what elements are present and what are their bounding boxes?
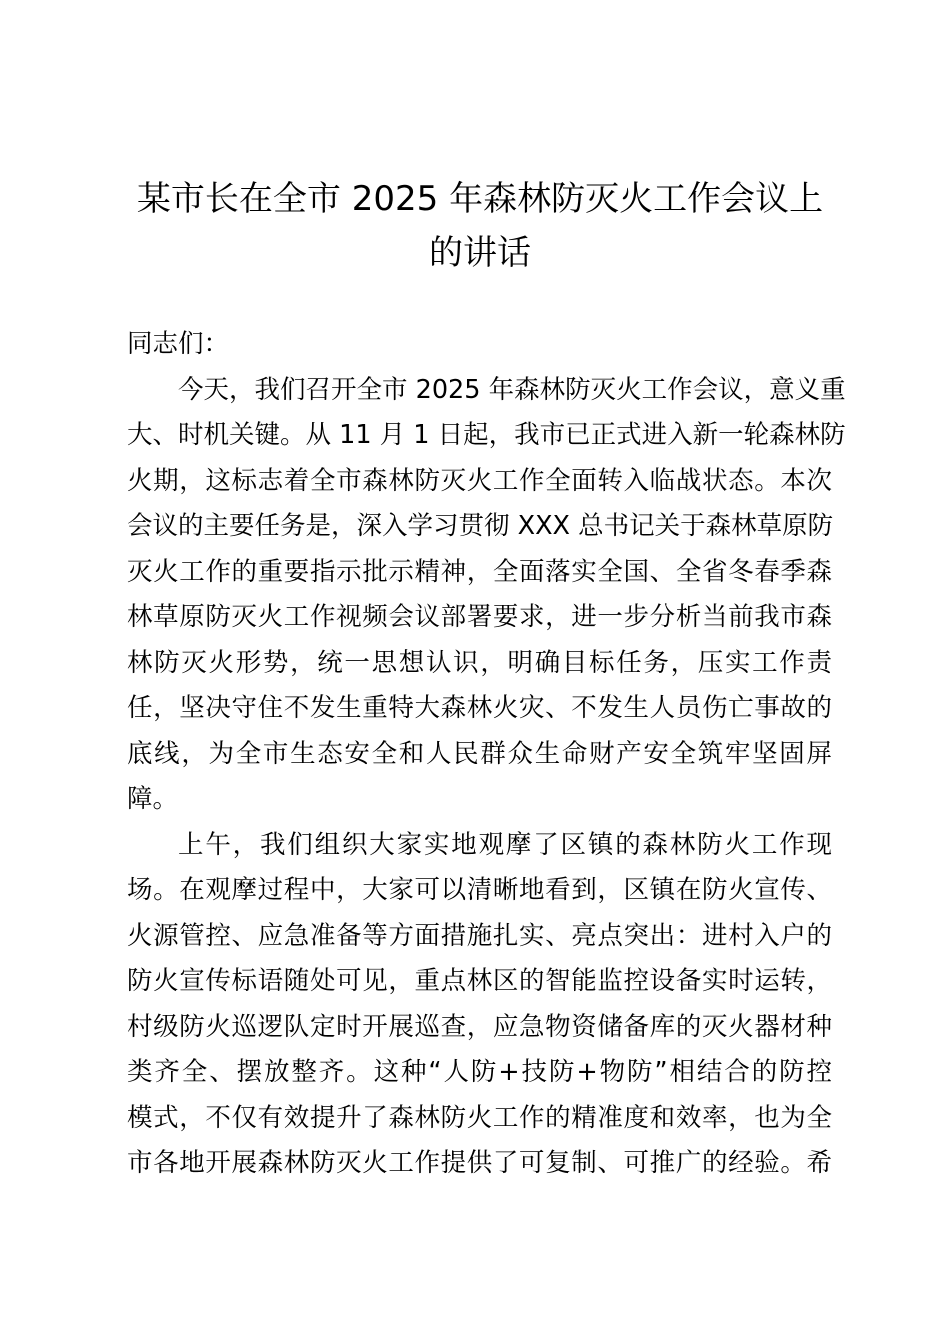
- paragraph-line: 村级防火巡逻队定时开展巡查，应急物资储备库的灭火器材种: [127, 1011, 832, 1042]
- paragraph-1: [127, 368, 846, 823]
- title-line: 某市长在全市 2025 年森林防灭火工作会议上: [136, 179, 824, 219]
- paragraph-line: 场。在观摩过程中，大家可以清晰地看到，区镇在防火宣传、: [127, 875, 832, 905]
- paragraph-line: 林草原防灭火工作视频会议部署要求，进一步分析当前我市森: [127, 602, 832, 632]
- paragraph-line: 类齐全、摆放整齐。这种“人防+技防+物防”相结合的防控: [127, 1057, 832, 1087]
- paragraph-line: 大、时机关键。从 11 月 1 日起，我市已正式进入新一轮森林防: [127, 420, 846, 450]
- paragraph-line: 林防灭火形势，统一思想认识，明确目标任务，压实工作责: [127, 647, 832, 678]
- salutation: 同志们：: [127, 329, 230, 359]
- document-title: [120, 172, 840, 280]
- paragraph-2: [127, 823, 832, 1187]
- paragraph-line: 底线，为全市生态安全和人民群众生命财产安全筑牢坚固屏: [127, 738, 832, 769]
- paragraph-line: 火期，这标志着全市森林防灭火工作全面转入临战状态。本次: [127, 465, 832, 496]
- paragraph-line: 上午，我们组织大家实地观摩了区镇的森林防火工作现: [178, 829, 832, 860]
- paragraph-line: 会议的主要任务是，深入学习贯彻 XXX 总书记关于森林草原防: [127, 511, 834, 541]
- paragraph-line: 火源管控、应急准备等方面措施扎实、亮点突出：进村入户的: [127, 920, 832, 951]
- paragraph-line: 灭火工作的重要指示批示精神，全面落实全国、全省冬春季森: [127, 556, 832, 587]
- paragraph-line: 障。: [127, 784, 179, 814]
- paragraph-line: 市各地开展森林防灭火工作提供了可复制、可推广的经验。希: [127, 1148, 832, 1178]
- paragraph-line: 今天，我们召开全市 2025 年森林防灭火工作会议，意义重: [178, 374, 846, 405]
- paragraph-line: 模式，不仅有效提升了森林防火工作的精准度和效率，也为全: [127, 1102, 832, 1133]
- paragraph-line: 任，坚决守住不发生重特大森林火灾、不发生人员伤亡事故的: [127, 693, 832, 723]
- document-body: [127, 322, 846, 1187]
- title-line: 的讲话: [429, 233, 531, 273]
- paragraph-line: 防火宣传标语随处可见，重点林区的智能监控设备实时运转，: [127, 966, 832, 996]
